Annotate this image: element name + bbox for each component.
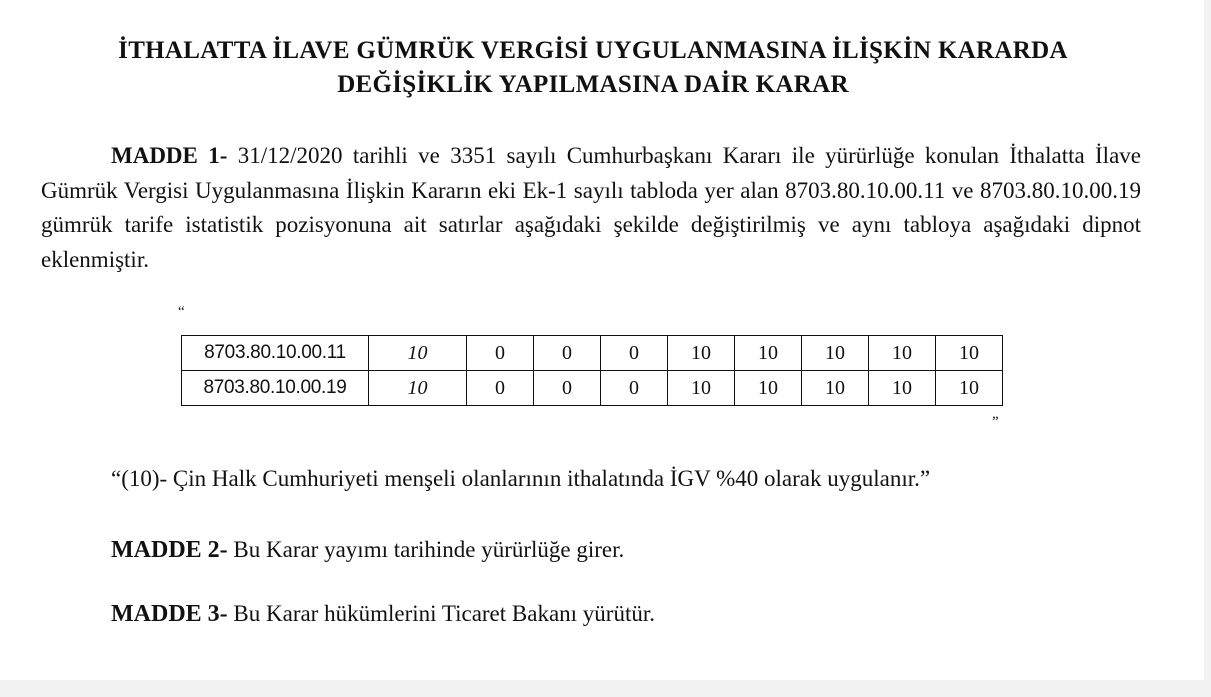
table-cell: 10 <box>936 336 1003 371</box>
footnote: “(10)- Çin Halk Cumhuriyeti menşeli olanlarının ithalatında İGV %40 olarak uygulanır.” <box>111 466 931 491</box>
article-3 <box>111 601 655 628</box>
table-cell: 0 <box>467 371 534 406</box>
tariff-table <box>181 335 1003 406</box>
table-cell: 10 <box>668 336 735 371</box>
additional-duty-rate-cell: 10 <box>369 371 467 406</box>
table-cell: 10 <box>869 336 936 371</box>
table-cell: 0 <box>534 336 601 371</box>
table-row <box>182 371 1003 406</box>
table-cell: 10 <box>936 371 1003 406</box>
table-cell: 10 <box>735 371 802 406</box>
title-line-1: İTHALATTA İLAVE GÜMRÜK VERGİSİ UYGULANMASINA İLİŞKİN KARARDA <box>118 37 1068 64</box>
document-title <box>0 34 1186 102</box>
table-cell: 0 <box>601 336 668 371</box>
table-cell: 10 <box>735 336 802 371</box>
title-line-2: DEĞİŞİKLİK YAPILMASINA DAİR KARAR <box>337 71 849 98</box>
table-open-quote: “ <box>178 304 185 320</box>
article-2-label: MADDE 2- <box>111 537 228 563</box>
tariff-code-cell: 8703.80.10.00.11 <box>182 336 369 371</box>
table-cell: 10 <box>869 371 936 406</box>
article-2 <box>111 537 624 564</box>
table-cell: 10 <box>802 371 869 406</box>
tariff-code-cell: 8703.80.10.00.19 <box>182 371 369 406</box>
table-cell: 0 <box>467 336 534 371</box>
article-3-text: Bu Karar hükümlerini Ticaret Bakanı yürütür. <box>227 601 655 626</box>
table-row <box>182 336 1003 371</box>
article-1-text: 31/12/2020 tarihli ve 3351 sayılı Cumhurbaşkanı Kararı ile yürürlüğe konulan İthalatta İlave Gümrük Vergisi Uygulanmasına İlişkin Kararın eki Ek-1 sayılı tabloda yer alan 8703.80.10.00.11 ve 8703.80.10.00.19 gümrük tarife istatistik pozisyonuna ait satırlar aşağıdaki şekilde değiştirilmiş ve aynı tabloya aşağıdaki dipnot eklenmiştir. <box>41 143 1141 272</box>
table-cell: 10 <box>668 371 735 406</box>
table-cell: 10 <box>802 336 869 371</box>
table-cell: 0 <box>601 371 668 406</box>
article-2-text: Bu Karar yayımı tarihinde yürürlüğe girer. <box>227 537 625 562</box>
article-1-label: MADDE 1- <box>111 143 228 168</box>
article-3-label: MADDE 3- <box>111 601 228 627</box>
additional-duty-rate-cell: 10 <box>369 336 467 371</box>
table-cell: 0 <box>534 371 601 406</box>
table-close-quote: ” <box>992 414 999 430</box>
article-1 <box>41 139 1141 277</box>
